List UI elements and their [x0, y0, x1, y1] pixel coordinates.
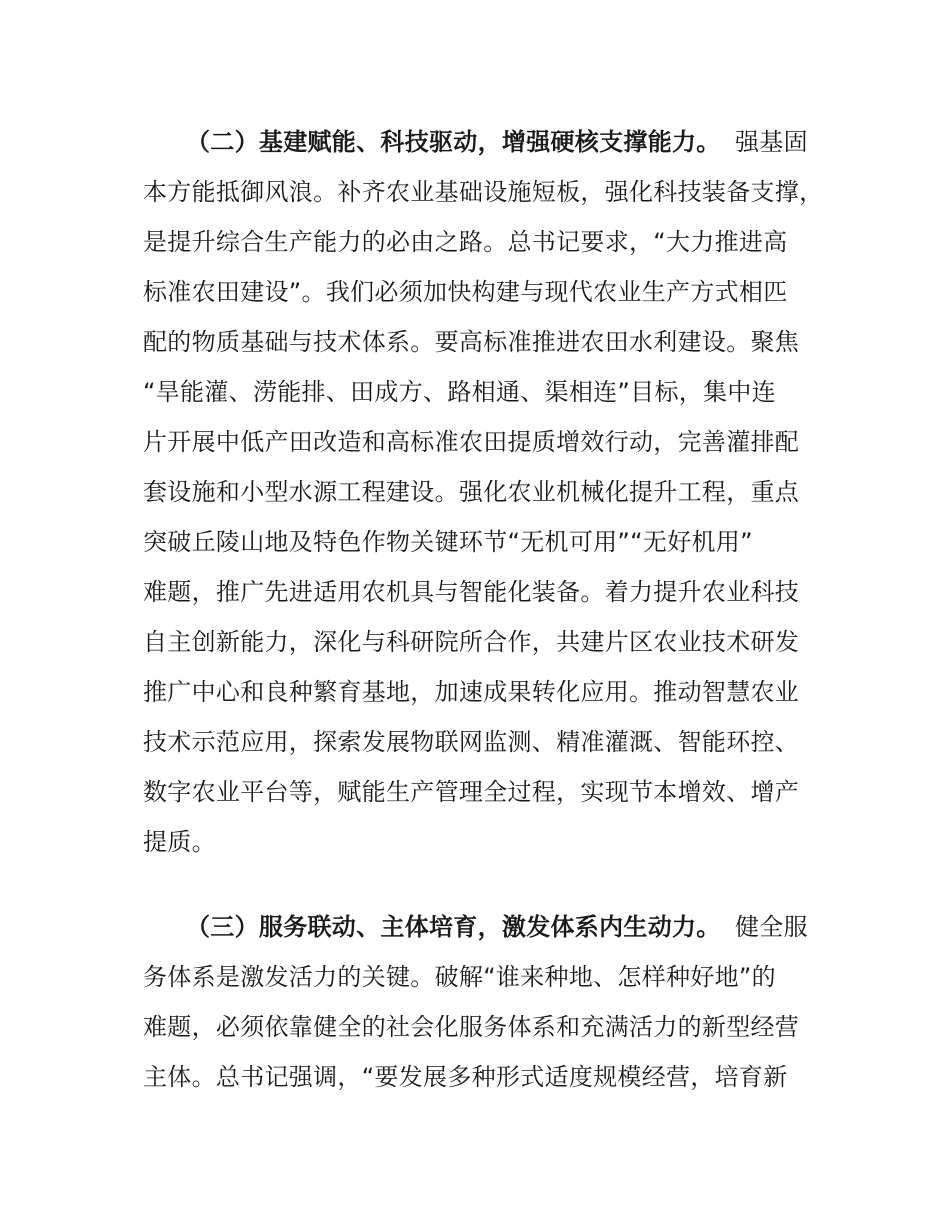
body-text: 推广中心和良种繁育基地，加速成果转化应用。推动智慧农业 — [143, 678, 800, 706]
section-2-line-14 — [0, 772, 950, 812]
section-2-line-12 — [0, 672, 950, 712]
body-text: 本方能抵御风浪。补齐农业基础设施短板，强化科技装备支撑， — [143, 178, 824, 206]
section-2-line-2 — [0, 172, 950, 212]
section-3-heading: （三）服务联动、主体培育，激发体系内生动力。 — [186, 913, 721, 941]
section-3-line-4 — [0, 1057, 950, 1097]
section-2-line-9 — [0, 522, 950, 562]
body-text: 务体系是激发活力的关键。破解“谁来种地、怎样种好地”的 — [143, 963, 776, 991]
body-text: 标准农田建设”。我们必须加快构建与现代农业生产方式相匹 — [143, 278, 788, 306]
section-2-line-15 — [0, 822, 950, 862]
body-text: 配的物质基础与技术体系。要高标准推进农田水利建设。聚焦 — [143, 328, 800, 356]
section-2-line-5 — [0, 322, 950, 362]
body-text: 是提升综合生产能力的必由之路。总书记要求，“大力推进高 — [143, 228, 788, 256]
body-text: 主体。总书记强调，“要发展多种形式适度规模经营，培育新 — [143, 1063, 788, 1091]
body-text: 难题，必须依靠健全的社会化服务体系和充满活力的新型经营 — [143, 1013, 800, 1041]
section-2-line-8 — [0, 472, 950, 512]
section-2-line-13 — [0, 722, 950, 762]
body-text: 突破丘陵山地及特色作物关键环节“无机可用”“无好机用” — [143, 528, 753, 556]
body-text: 数字农业平台等，赋能生产管理全过程，实现节本增效、增产 — [143, 778, 800, 806]
section-3-text: 健全服 — [735, 913, 808, 941]
section-2-line-6 — [0, 372, 950, 412]
section-3-line-2 — [0, 957, 950, 997]
body-text: 技术示范应用，探索发展物联网监测、精准灌溉、智能环控、 — [143, 728, 800, 756]
body-text: 提质。 — [143, 828, 216, 856]
section-2-line-10 — [0, 572, 950, 612]
section-2-line-4 — [0, 272, 950, 312]
body-text: “旱能灌、涝能排、田成方、路相通、渠相连”目标，集中连 — [143, 378, 776, 406]
section-3-line-1 — [0, 907, 950, 947]
section-2-line-7 — [0, 422, 950, 462]
section-3-line-3 — [0, 1007, 950, 1047]
section-2-line-1 — [0, 122, 950, 162]
body-text: 套设施和小型水源工程建设。强化农业机械化提升工程，重点 — [143, 478, 800, 506]
body-text: 片开展中低产田改造和高标准农田提质增效行动，完善灌排配 — [143, 428, 800, 456]
section-2-line-3 — [0, 222, 950, 262]
section-2-line-11 — [0, 622, 950, 662]
body-text: 难题，推广先进适用农机具与智能化装备。着力提升农业科技 — [143, 578, 800, 606]
section-2-heading: （二）基建赋能、科技驱动，增强硬核支撑能力。 — [186, 128, 721, 156]
section-2-text: 强基固 — [735, 128, 808, 156]
body-text: 自主创新能力，深化与科研院所合作，共建片区农业技术研发 — [143, 628, 800, 656]
